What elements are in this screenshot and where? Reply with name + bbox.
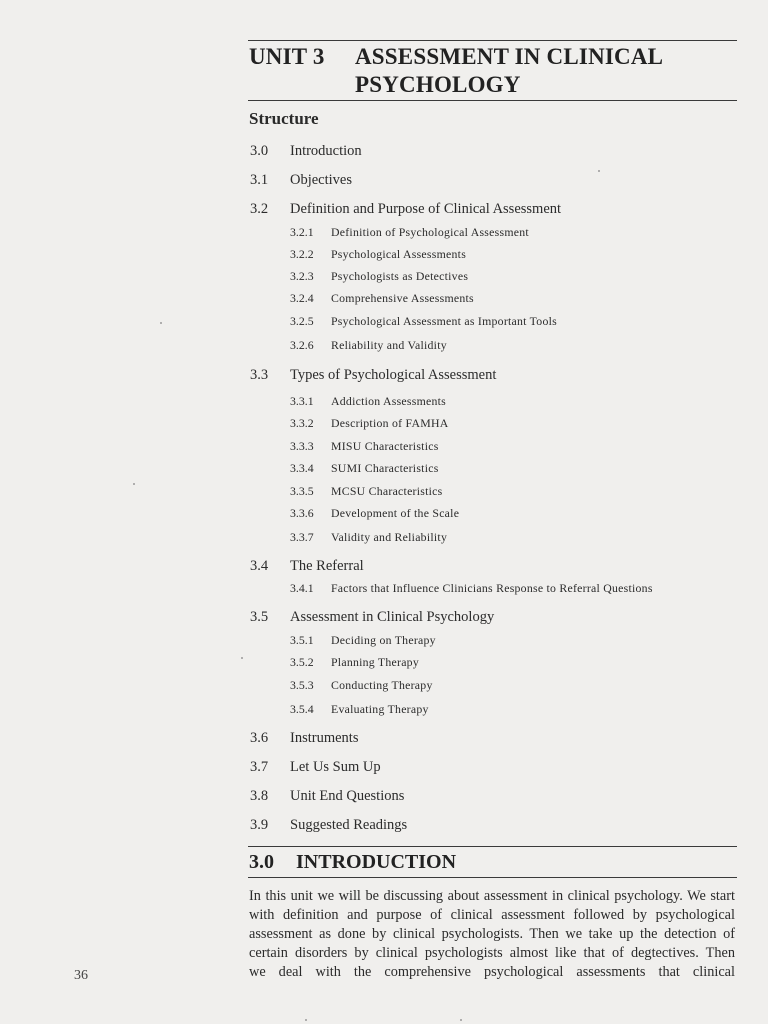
toc-number: 3.3.3 [290,439,314,453]
toc-title: SUMI Characteristics [331,461,439,475]
toc-title: Definition of Psychological Assessment [331,225,529,239]
toc-number: 3.3.4 [290,461,314,475]
scan-speck [241,657,243,659]
toc-number: 3.4 [250,558,269,574]
toc-title: Reliability and Validity [331,338,447,352]
toc-title: Introduction [290,143,362,159]
toc-number: 3.2.2 [290,247,314,261]
toc-title: Definition and Purpose of Clinical Assessment [290,201,562,217]
toc-number: 3.2 [250,201,269,217]
toc-number: 3.2.5 [290,314,314,328]
toc-title: Unit End Questions [290,788,405,804]
toc-number: 3.3.5 [290,484,314,498]
toc-title: Types of Psychological Assessment [290,367,497,383]
paragraph-line: with definition and purpose of clinical assessment followed by psychological [249,907,735,923]
unit-title-line-2: PSYCHOLOGY [355,72,521,97]
toc-number: 3.3 [250,367,269,383]
intro-bottom-rule [248,877,737,878]
toc-title: Instruments [290,730,359,746]
unit-title-line-1: ASSESSMENT IN CLINICAL [355,44,664,69]
toc-title: Validity and Reliability [331,530,448,544]
section-number: 3.0 [249,851,274,873]
toc-number: 3.5.4 [290,702,314,716]
toc-number: 3.3.7 [290,530,314,544]
paragraph-line: assessment as done by clinical psychologists. Then we take up the detection of [249,926,735,942]
toc-number: 3.6 [250,730,269,746]
toc-title: Assessment in Clinical Psychology [290,609,495,625]
toc-title: MISU Characteristics [331,439,439,453]
toc-number: 3.9 [250,817,269,833]
toc-title: Evaluating Therapy [331,702,429,716]
toc-title: Objectives [290,172,353,188]
scan-speck [305,1019,307,1021]
toc-title: Development of the Scale [331,506,460,520]
toc-title: Deciding on Therapy [331,633,436,647]
toc-title: Description of FAMHA [331,416,449,430]
toc-number: 3.2.4 [290,291,314,305]
paragraph-line: we deal with the comprehensive psychological assessments that clinical [249,964,735,980]
toc-number: 3.5 [250,609,269,625]
toc-number: 3.7 [250,759,269,775]
toc-number: 3.1 [250,172,269,188]
toc-number: 3.5.1 [290,633,314,647]
unit-label: UNIT 3 [249,44,325,69]
toc-number: 3.2.6 [290,338,314,352]
section-title: INTRODUCTION [296,851,457,873]
toc-title: Conducting Therapy [331,678,433,692]
scan-speck [598,170,600,172]
header-bottom-rule [248,100,737,101]
scan-speck [460,1019,462,1021]
toc-number: 3.3.1 [290,394,314,408]
toc-title: Suggested Readings [290,817,408,833]
toc-number: 3.5.2 [290,655,314,669]
toc-number: 3.3.2 [290,416,314,430]
paragraph-line: certain disorders by clinical psychologists almost like that of degtectives. Then [249,945,735,961]
toc-title: Let Us Sum Up [290,759,381,775]
intro-top-rule [248,846,737,847]
toc-title: Psychological Assessment as Important Tools [331,314,557,328]
page-number: 36 [74,968,88,983]
toc-title: Comprehensive Assessments [331,291,474,305]
scan-speck [160,322,162,324]
structure-heading: Structure [249,109,319,128]
toc-number: 3.8 [250,788,269,804]
scan-speck [133,483,135,485]
header-top-rule [248,40,737,41]
toc-title: Psychologists as Detectives [331,269,469,283]
toc-title: Planning Therapy [331,655,419,669]
toc-number: 3.5.3 [290,678,314,692]
toc-number: 3.0 [250,143,269,159]
toc-number: 3.2.3 [290,269,314,283]
paragraph-line: In this unit we will be discussing about assessment in clinical psychology. We start [249,888,735,904]
toc-title: Factors that Influence Clinicians Response to Referral Questions [331,581,653,595]
toc-title: Psychological Assessments [331,247,467,261]
toc-title: The Referral [290,558,364,574]
toc-title: Addiction Assessments [331,394,447,408]
toc-number: 3.3.6 [290,506,314,520]
toc-number: 3.2.1 [290,225,314,239]
toc-number: 3.4.1 [290,581,314,595]
toc-title: MCSU Characteristics [331,484,443,498]
